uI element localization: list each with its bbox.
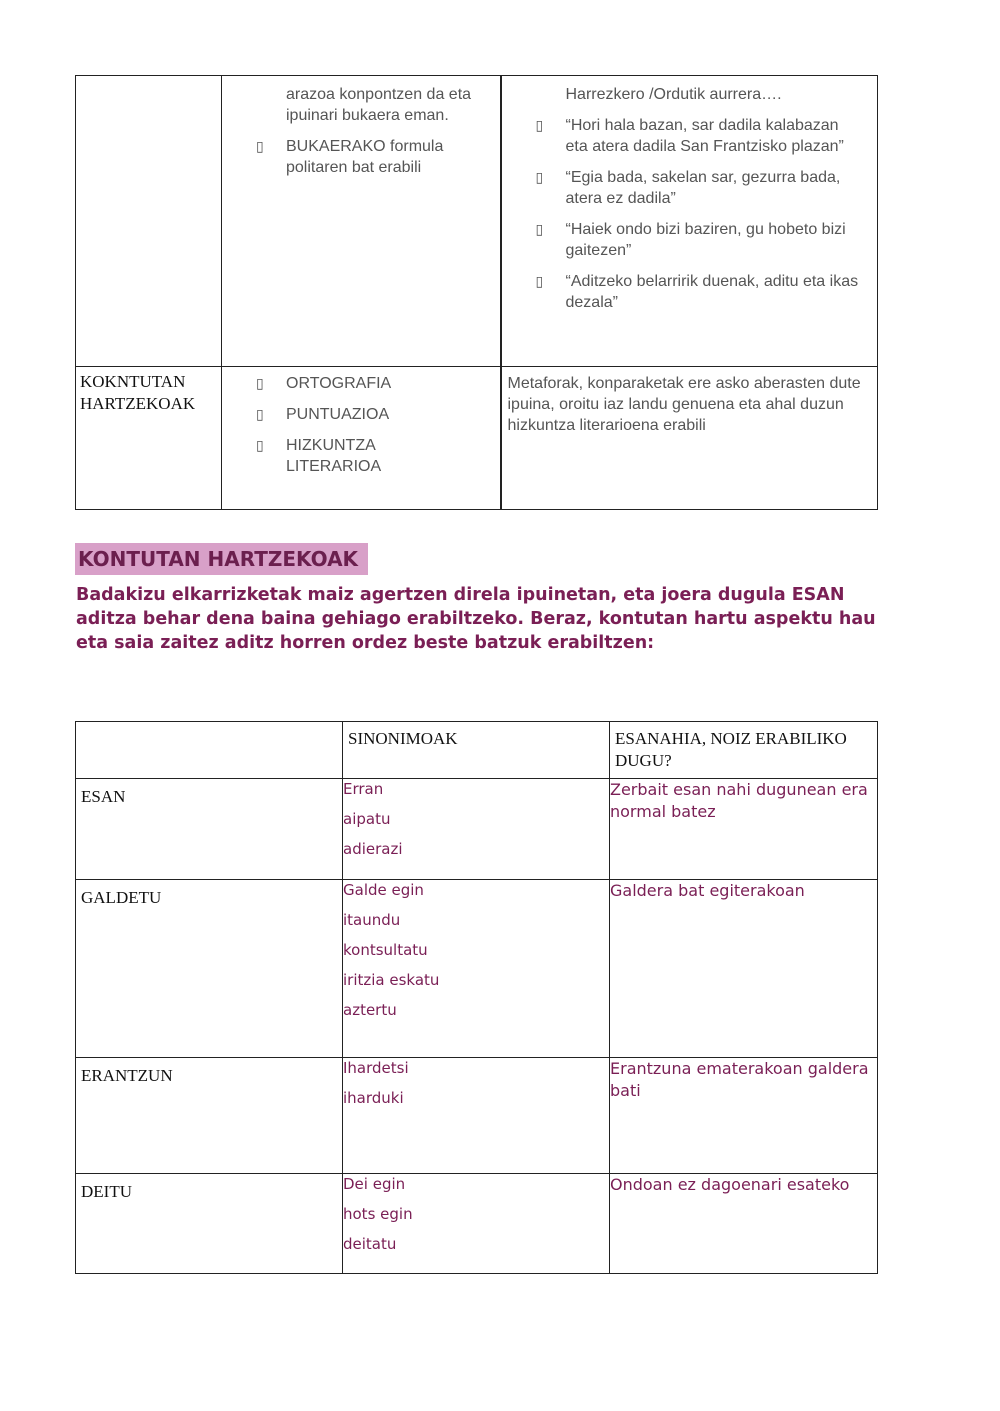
synonyms-cell — [343, 880, 610, 1058]
bullet-icon: ▯ — [256, 406, 264, 422]
bullet-icon: ▯ — [256, 138, 264, 154]
list-item: ▯ ORTOGRAFIA — [256, 375, 392, 392]
table-row — [76, 880, 878, 1058]
formula-cell — [501, 76, 878, 367]
synonym: deitatu — [343, 1235, 397, 1253]
synonym: Dei egin — [343, 1175, 406, 1193]
meaning-cell: Galdera bat egiterakoan — [610, 880, 878, 1058]
synonym: aztertu — [343, 1001, 397, 1019]
header-empty — [76, 722, 343, 779]
bullet-icon: ▯ — [535, 117, 544, 133]
bullet-icon: ▯ — [535, 273, 544, 289]
intro-paragraph: Badakizu elkarrizketak maiz agertzen direla ipuinetan, eta joera dugula ESAN aditza behar dena baina gehiago erabiltzeko. Beraz, kontutan hartu aspektu hau eta saia zaitez aditz horren ordez beste batzuk erabiltzen: — [76, 585, 876, 653]
synonym: iharduki — [343, 1089, 404, 1107]
synonym: Galde egin — [343, 881, 424, 899]
synonym: adierazi — [343, 840, 403, 858]
synonyms-cell — [343, 779, 610, 880]
synonym: Erran — [343, 780, 384, 798]
synonym: iritzia eskatu — [343, 971, 440, 989]
ending-cell — [222, 76, 501, 367]
table-row — [76, 779, 878, 880]
verb-cell: GALDETU — [76, 880, 343, 1058]
table-header-row — [76, 722, 878, 779]
row-label: KOKNTUTAN HARTZEKOAK — [76, 367, 222, 510]
list-item: ▯ “Egia bada, sakelan sar, gezurra bada, atera ez dadila” — [535, 169, 841, 207]
note-cell: Metaforak, konparaketak ere asko aberasten dute ipuina, oroitu iaz landu genuena eta ahal duzun hizkuntza literarioena erabili — [501, 367, 878, 510]
bullet-icon: ▯ — [256, 437, 264, 453]
bullet-icon: ▯ — [256, 375, 264, 391]
synonyms-cell — [343, 1174, 610, 1274]
table-row — [76, 1174, 878, 1274]
table-row — [76, 1058, 878, 1174]
bullet-icon: ▯ — [535, 221, 544, 237]
synonyms-table — [75, 721, 878, 1274]
formula-continuation: Harrezkero /Ordutik aurrera…. — [565, 86, 782, 103]
meaning-cell: Erantzuna ematerakoan galdera bati — [610, 1058, 878, 1174]
synonym: itaundu — [343, 911, 401, 929]
ending-continuation: arazoa konpontzen da eta ipuinari bukaera eman. — [286, 86, 472, 124]
table-row — [76, 76, 878, 367]
synonyms-cell — [343, 1058, 610, 1174]
meaning-cell: Zerbait esan nahi dugunean era normal batez — [610, 779, 878, 880]
considerations-cell — [222, 367, 501, 510]
list-item: ▯ “Aditzeko belarririk duenak, aditu eta ikas dezala” — [535, 273, 859, 311]
section-heading: KONTUTAN HARTZEKOAK — [75, 543, 368, 575]
bullet-icon: ▯ — [535, 169, 544, 185]
list-item: ▯ HIZKUNTZA LITERARIOA — [256, 437, 382, 475]
synonym: kontsultatu — [343, 941, 428, 959]
list-item: ▯ “Haiek ondo bizi baziren, gu hobeto bizi gaitezen” — [535, 221, 846, 259]
list-item: ▯ BUKAERAKO formula politaren bat erabili — [256, 138, 444, 176]
verb-cell: ERANTZUN — [76, 1058, 343, 1174]
header-meaning: ESANAHIA, NOIZ ERABILIKO DUGU? — [610, 722, 878, 779]
empty-cell — [76, 76, 222, 367]
synonym: hots egin — [343, 1205, 413, 1223]
meaning-cell: Ondoan ez dagoenari esateko — [610, 1174, 878, 1274]
verb-cell: ESAN — [76, 779, 343, 880]
header-synonyms: SINONIMOAK — [343, 722, 610, 779]
synonym: aipatu — [343, 810, 391, 828]
table-row — [76, 367, 878, 510]
list-item: ▯ PUNTUAZIOA — [256, 406, 390, 423]
structure-table — [75, 75, 878, 510]
verb-cell: DEITU — [76, 1174, 343, 1274]
list-item: ▯ “Hori hala bazan, sar dadila kalabazan eta atera dadila San Frantzisko plazan” — [535, 117, 844, 155]
synonym: Ihardetsi — [343, 1059, 409, 1077]
